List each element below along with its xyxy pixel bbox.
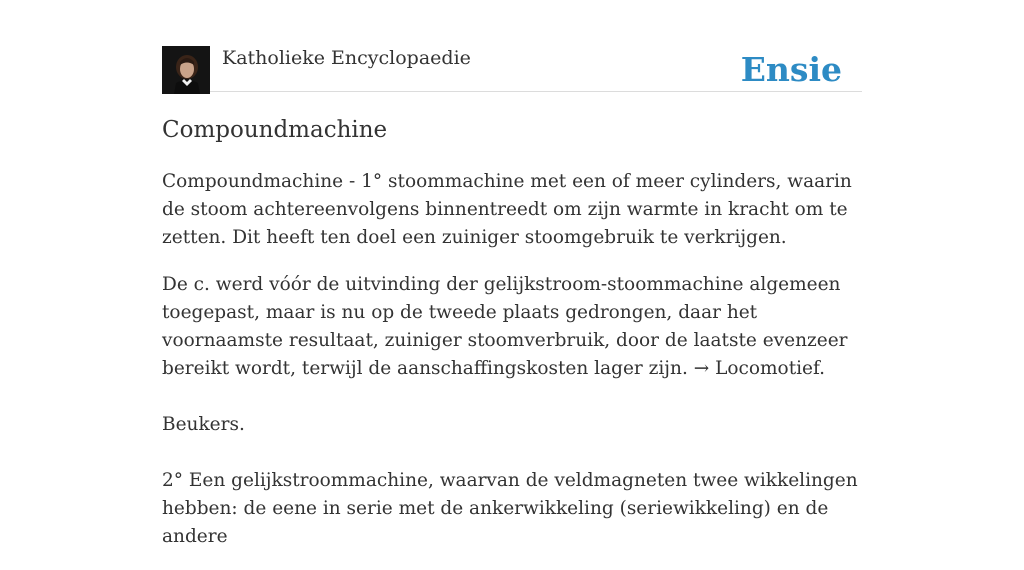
paragraph-spacer <box>162 439 862 467</box>
article-paragraph-3: 2° Een gelijkstroommachine, waarvan de veldmagneten twee wikkelingen hebben: de eene in serie met de ankerwikkeling (seriewikkeling) en de andere <box>162 470 858 547</box>
portrait-avatar-icon[interactable] <box>162 46 210 94</box>
article-author: Beukers. <box>162 414 245 435</box>
page-title: Compoundmachine <box>162 117 388 143</box>
site-header <box>162 46 862 92</box>
paragraph-spacer <box>162 383 862 411</box>
source-name[interactable]: Katholieke Encyclopaedie <box>222 47 471 69</box>
article-body <box>162 168 862 570</box>
article-paragraph-2: De c. werd vóór de uitvinding der gelijkstroom-stoommachine algemeen toegepast, maar is nu op de tweede plaats gedrongen, daar het voornaamste resultaat, zuiniger stoomverbruik, door de laatste evenzeer bereikt wordt, terwijl de aanschaffingskosten lager zijn. → Locomotief. <box>162 274 848 379</box>
ensie-logo[interactable]: Ensie <box>740 50 842 89</box>
article-paragraph-1: Compoundmachine - 1° stoommachine met een of meer cylinders, waarin de stoom achtereenvolgens binnentreedt om zijn warmte in kracht om te zetten. Dit heeft ten doel een zuiniger stoomgebruik te verkrijgen. <box>162 171 852 248</box>
